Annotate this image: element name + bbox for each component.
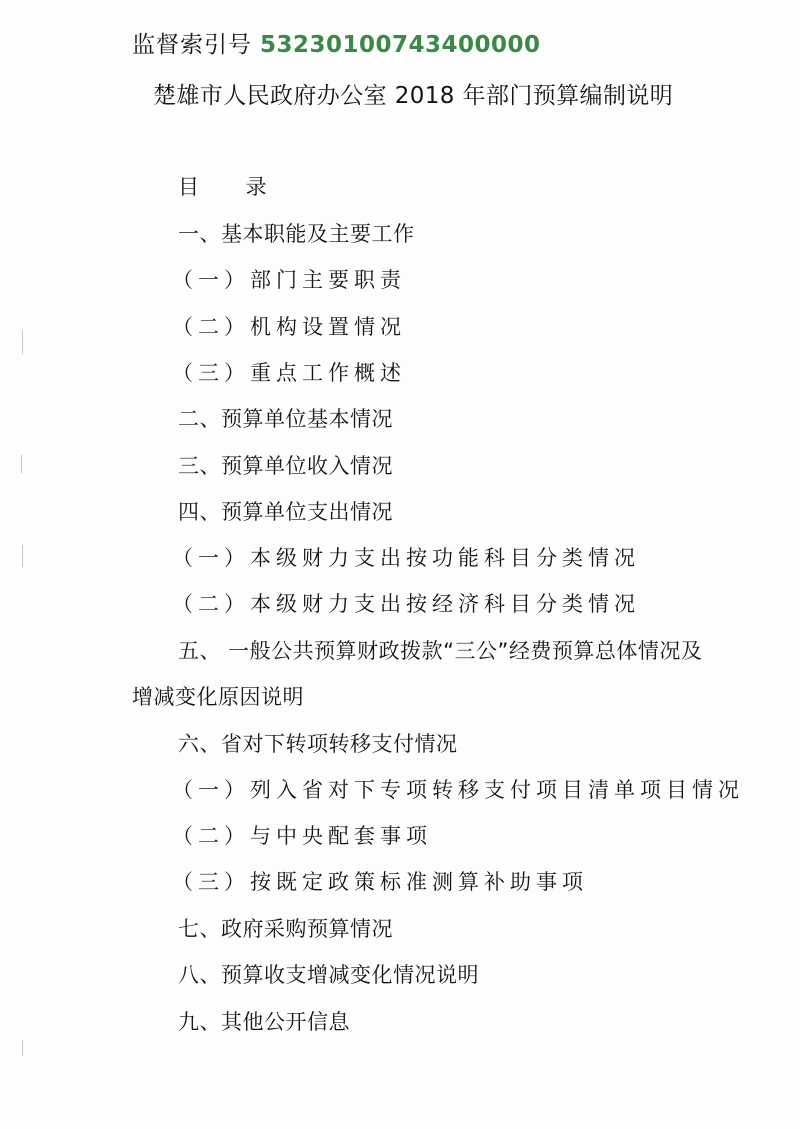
toc-item: 八、预算收支增减变化情况说明 — [178, 963, 479, 987]
toc-subitem: （二）本级财力支出按经济科目分类情况 — [172, 592, 640, 616]
toc-subitem: （二）机构设置情况 — [172, 315, 406, 339]
toc-subitem: （一）列入省对下专项转移支付项目清单项目情况 — [172, 778, 744, 802]
scan-artifact — [22, 1040, 23, 1056]
toc-subitem: （三）按既定政策标准测算补助事项 — [172, 870, 588, 894]
toc-item-continuation: 增减变化原因说明 — [132, 685, 304, 709]
toc-item: 二、预算单位基本情况 — [178, 407, 393, 431]
toc-heading: 目 录 — [178, 175, 287, 199]
toc-subitem: （一）部门主要职责 — [172, 268, 406, 292]
toc-item: 七、政府采购预算情况 — [178, 917, 393, 941]
toc-item: 四、预算单位支出情况 — [178, 500, 393, 524]
supervision-index-line — [132, 26, 541, 59]
toc-item: 三、预算单位收入情况 — [178, 454, 393, 478]
toc-item: 六、省对下转项转移支付情况 — [178, 732, 458, 756]
scan-artifact — [21, 455, 22, 473]
toc-subitem: （三）重点工作概述 — [172, 361, 406, 385]
scan-artifact — [22, 330, 23, 354]
toc-item: 一、基本职能及主要工作 — [178, 222, 415, 246]
toc-item: 九、其他公开信息 — [178, 1010, 350, 1034]
supervision-index-number: 53230100743400000 — [260, 32, 541, 58]
supervision-index-label: 监督索引号 — [132, 32, 252, 58]
document-title: 楚雄市人民政府办公室 2018 年部门预算编制说明 — [153, 83, 674, 109]
toc-subitem: （一）本级财力支出按功能科目分类情况 — [172, 546, 640, 570]
toc-item: 五、 一般公共预算财政拨款“三公”经费预算总体情况及 — [178, 639, 703, 663]
toc-subitem: （二）与中央配套事项 — [172, 824, 432, 848]
scan-artifact — [22, 545, 23, 567]
